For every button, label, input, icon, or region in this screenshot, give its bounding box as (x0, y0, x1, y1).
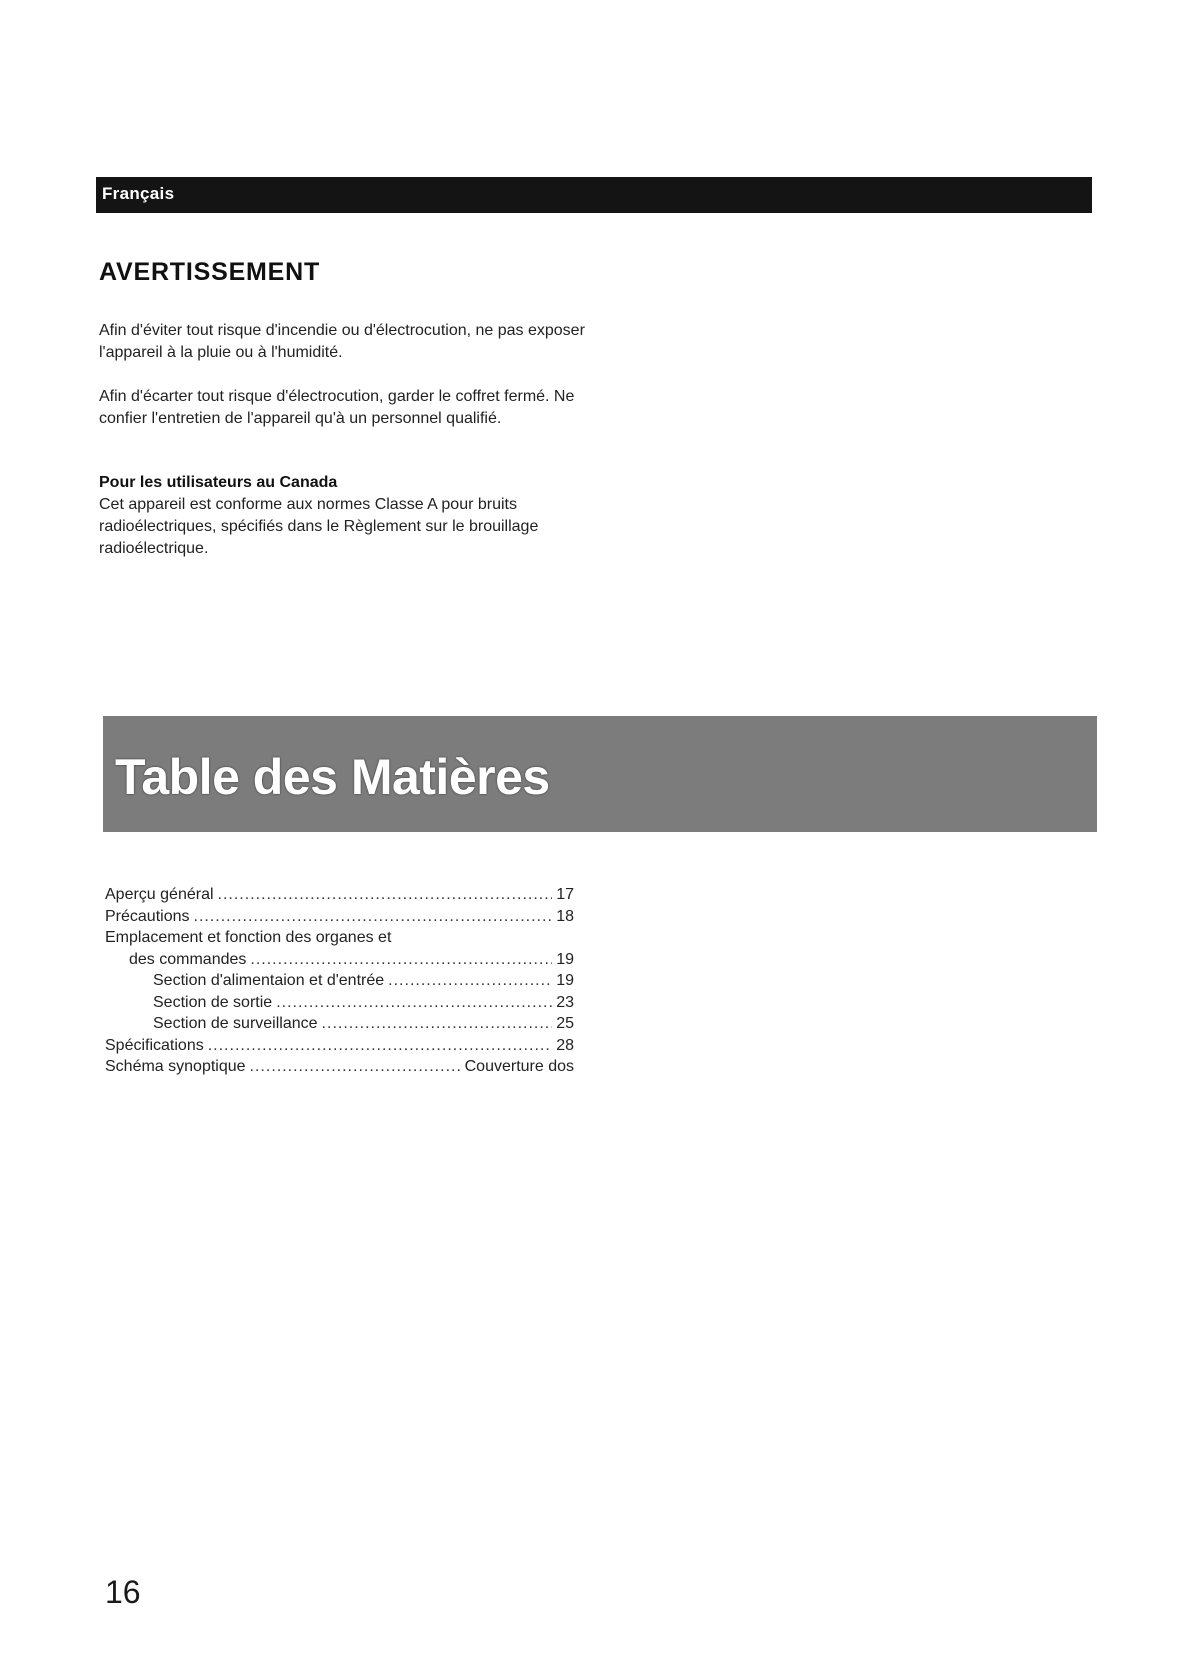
toc-entry[interactable] (105, 1056, 574, 1078)
toc-leader-dots (322, 1013, 553, 1035)
toc-title: Table des Matières (115, 749, 550, 805)
canada-heading: Pour les utilisateurs au Canada (99, 474, 338, 491)
toc-entry-label: Section d'alimentaion et d'entrée (153, 972, 385, 989)
toc-leader-dots (218, 884, 553, 906)
toc-entry[interactable] (105, 949, 574, 971)
toc-entry-page: 18 (556, 907, 574, 925)
toc-leader-dots (276, 992, 552, 1014)
toc-entry-page: 17 (556, 886, 574, 903)
toc-entry[interactable] (105, 906, 574, 928)
language-label: Français (102, 184, 175, 203)
toc-entry-page: 19 (556, 972, 574, 989)
toc-entry-label: Section de sortie (153, 993, 273, 1011)
table-of-contents (105, 884, 574, 1078)
toc-entry-label: Aperçu général (105, 886, 214, 903)
toc-entry-page: 23 (556, 993, 574, 1011)
toc-entry[interactable] (105, 884, 574, 906)
toc-leader-dots (250, 1056, 461, 1078)
toc-leader-dots (250, 949, 552, 971)
toc-entry-label: des commandes (129, 950, 247, 968)
toc-entry-label: Précautions (105, 907, 190, 925)
toc-entry-label: Section de surveillance (153, 1015, 318, 1032)
toc-leader-dots (208, 1035, 552, 1057)
toc-entry[interactable] (105, 970, 574, 992)
warning-paragraph-1: Afin d'éviter tout risque d'incendie ou d'électrocution, ne pas exposer l'appareil à la pluie ou à l'humidité. (99, 322, 585, 361)
canada-text: Cet appareil est conforme aux normes Classe A pour bruits radioélectriques, spécifiés dans le Règlement sur le brouillage radioélectrique. (99, 496, 539, 557)
toc-entry-label: Schéma synoptique (105, 1058, 246, 1075)
toc-entry[interactable] (105, 1035, 574, 1057)
page-number: 16 (105, 1574, 141, 1610)
canada-notice (99, 472, 599, 560)
toc-entry-label: Emplacement et fonction des organes et (105, 929, 392, 946)
warning-title: AVERTISSEMENT (99, 258, 321, 286)
toc-entry[interactable] (105, 1013, 574, 1035)
toc-entry-page: 28 (556, 1036, 574, 1054)
warning-paragraph-2: Afin d'écarter tout risque d'électrocution, garder le coffret fermé. Ne confier l'entretien de l'appareil qu'à un personnel qualifié. (99, 388, 575, 427)
toc-entry-label: Spécifications (105, 1036, 204, 1054)
toc-title-bar (103, 716, 1097, 832)
toc-leader-dots (194, 906, 553, 928)
toc-entry (105, 927, 574, 949)
toc-entry-page: 25 (556, 1015, 574, 1032)
language-header-bar (96, 177, 1092, 213)
toc-entry-page: Couverture dos (464, 1058, 574, 1075)
toc-leader-dots (388, 970, 552, 992)
toc-entry[interactable] (105, 992, 574, 1014)
toc-entry-page: 19 (556, 950, 574, 968)
